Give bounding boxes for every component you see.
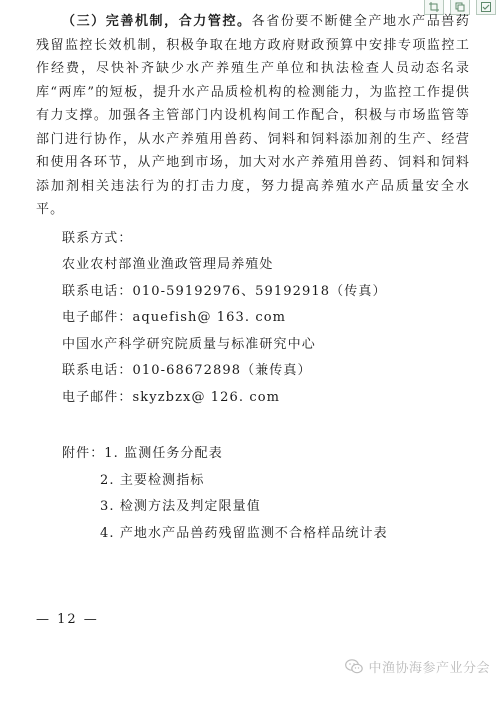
document-body	[36, 10, 470, 547]
contact-block	[36, 226, 470, 412]
contact-org-2: 中国水产科学研究院质量与标准研究中心	[62, 336, 316, 352]
contact-email-2: 电子邮件：skyzbzx@ 126. com	[62, 389, 281, 405]
attachments-list	[36, 441, 470, 547]
contact-phone-2: 联系电话：010-68672898（兼传真）	[62, 363, 312, 378]
wechat-icon	[345, 659, 363, 674]
select-button[interactable]	[476, 0, 496, 15]
attachment-item-1: 附件：1. 监测任务分配表	[62, 446, 223, 461]
section-heading: （三）完善机制，合力管控。	[62, 14, 252, 29]
watermark	[345, 657, 490, 676]
attachment-item-2: 2. 主要检测指标	[100, 472, 205, 488]
attachment-item-4: 4. 产地水产品兽药残留监测不合格样品统计表	[100, 525, 388, 541]
attachment-item-3: 3. 检测方法及判定限量值	[100, 499, 261, 514]
contact-phone-1: 联系电话：010-59192976、59192918（传真）	[62, 283, 387, 299]
contact-email-1: 电子邮件：aquefish@ 163. com	[62, 310, 287, 325]
watermark-text: 中渔协海参产业分会	[368, 661, 490, 676]
section-body: 各省份要不断健全产地水产品兽药残留监控长效机制，积极争取在地方政府财政预算中安排专项监控工作经费，尽快补齐缺少水产养殖生产单位和执法检查人员动态名录库“两库”的短板，提升水产品质检机构的检测能力，为监控工作提供有力支撑。加强各主管部门内设机构间工作配合，积极与市场监管等部门进行协作，从水产养殖用兽药、饲料和饲料添加剂的生产、经营和使用各环节，从产地到市场，加大对水产养殖用兽药、饲料和饲料添加剂相关违法行为的打击力度，努力提高养殖水产品质量安全水平。	[36, 14, 470, 217]
contact-heading: 联系方式：	[62, 230, 133, 246]
contact-org-1: 农业农村部渔业渔政管理局养殖处	[62, 257, 274, 272]
check-icon	[481, 2, 491, 12]
section-paragraph	[36, 10, 470, 222]
page-number: — 12 —	[36, 612, 99, 627]
